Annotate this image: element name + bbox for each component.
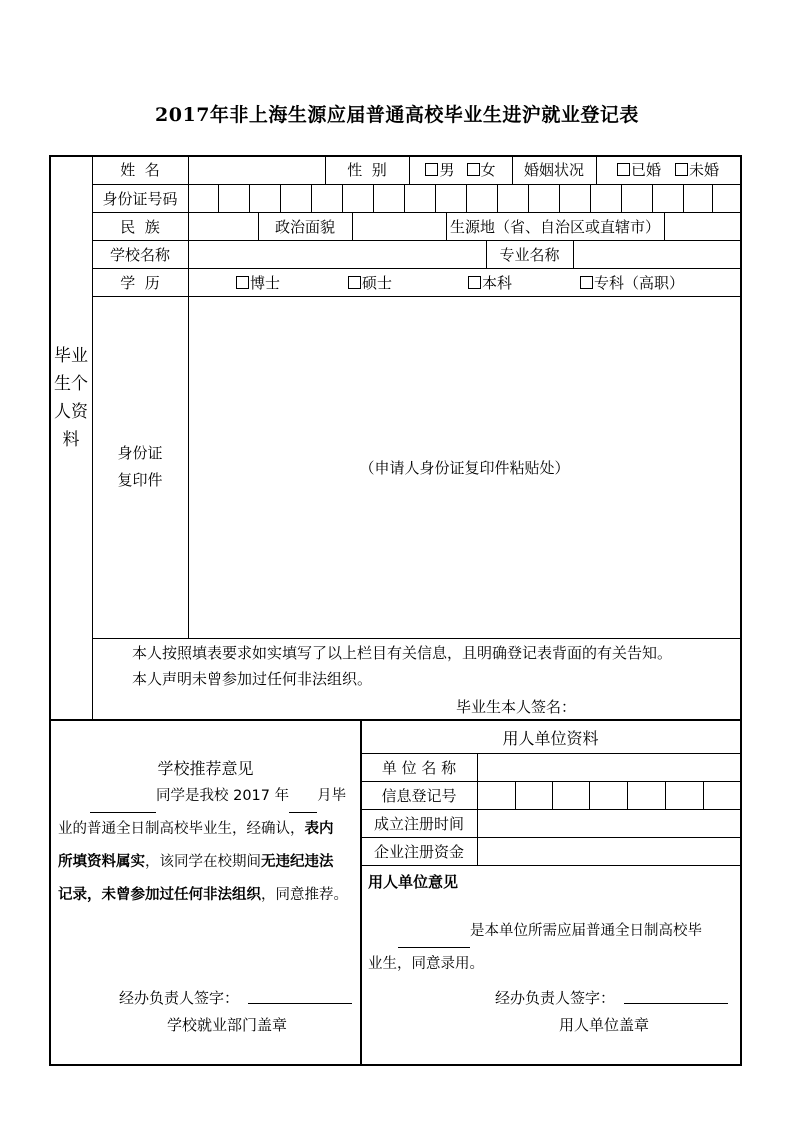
employer-opinion-heading: 用人单位意见	[368, 873, 459, 891]
section-personal-label: 毕业生个人资料	[54, 346, 88, 450]
school-opinion-heading: 学校推荐意见	[157, 759, 254, 778]
employer-heading: 用人单位资料	[502, 728, 599, 748]
id-copy-label-line1: 身份证	[117, 444, 163, 462]
school-opinion-p1a: 同学是我校 2017 年	[156, 788, 290, 804]
gender-options	[409, 155, 512, 184]
unit-name-label: 单 位 名 称	[381, 758, 457, 777]
school-opinion-p4b: ，同意推荐。	[261, 887, 348, 903]
employer-opinion-text1: 是本单位所需应届普通全日制高校毕	[470, 923, 702, 939]
school-opinion-text	[58, 780, 358, 912]
major-field[interactable]	[574, 241, 740, 268]
school-opinion-line2	[58, 813, 358, 846]
origin-field[interactable]	[665, 213, 740, 240]
school-opinion-p1b: 月毕	[317, 788, 347, 804]
unmarried-label: 未婚	[689, 161, 720, 179]
id-number-label: 身份证号码	[102, 189, 178, 208]
graduate-signature-field[interactable]	[576, 692, 736, 716]
id-copy-paste-area[interactable]	[189, 297, 740, 638]
name-label: 姓 名	[120, 161, 160, 179]
female-label: 女	[480, 161, 496, 179]
school-opinion-p2b: 表内	[304, 821, 334, 837]
school-signer-field[interactable]	[248, 990, 352, 1004]
employer-opinion-text	[368, 915, 738, 981]
id-copy-hint: （申请人身份证复印件粘贴处）	[359, 459, 570, 477]
school-opinion-p3c: 无违纪违法	[261, 854, 334, 870]
employer-opinion-line1	[368, 915, 738, 948]
student-name-blank[interactable]	[90, 798, 156, 813]
month-blank[interactable]	[289, 798, 317, 813]
school-field[interactable]	[189, 241, 485, 268]
education-label: 学 历	[120, 273, 160, 292]
capital-label: 企业注册资金	[373, 842, 464, 861]
unmarried-checkbox[interactable]	[675, 163, 688, 176]
employer-stamp-label: 用人单位盖章	[559, 1016, 650, 1034]
employer-signer-field[interactable]	[624, 990, 728, 1004]
reg-time-field[interactable]	[478, 810, 740, 837]
option-master	[348, 268, 408, 296]
ethnicity-label: 民 族	[120, 217, 160, 236]
capital-field[interactable]	[478, 838, 740, 865]
origin-label: 生源地（省、自治区或直辖市）	[449, 217, 660, 236]
id-number-field[interactable]	[189, 185, 740, 212]
bachelor-label: 本科	[482, 273, 513, 292]
major-label: 专业名称	[499, 245, 560, 264]
master-checkbox[interactable]	[348, 276, 361, 289]
option-college	[580, 268, 700, 296]
employee-name-blank[interactable]	[398, 933, 470, 948]
married-label: 已婚	[630, 161, 661, 179]
school-opinion-line1	[58, 780, 358, 813]
id-copy-label	[92, 440, 188, 494]
id-copy-label-line2: 复印件	[117, 471, 163, 489]
doctor-checkbox[interactable]	[236, 276, 249, 289]
male-label: 男	[439, 161, 455, 179]
male-checkbox[interactable]	[425, 163, 438, 176]
reg-time-label: 成立注册时间	[373, 814, 464, 833]
school-opinion-p3b: ，该同学在校期间	[145, 854, 261, 870]
married-checkbox[interactable]	[617, 163, 630, 176]
school-stamp-label: 学校就业部门盖章	[167, 1016, 288, 1034]
employer-signer-label: 经办负责人签字：	[495, 989, 616, 1007]
declaration-line2: 本人声明未曾参加过任何非法组织。	[132, 670, 373, 688]
graduate-signature-label: 毕业生本人签名：	[456, 698, 577, 716]
marital-label: 婚姻状况	[523, 161, 584, 179]
school-opinion-p3a: 所填资料属实	[58, 854, 145, 870]
college-checkbox[interactable]	[580, 276, 593, 289]
reg-no-label: 信息登记号	[381, 786, 457, 805]
school-signer-label: 经办负责人签字：	[119, 989, 240, 1007]
school-opinion-p4a: 记录，未曾参加过任何非法组织	[58, 887, 261, 903]
ethnicity-field[interactable]	[189, 213, 257, 240]
college-label: 专科（高职）	[594, 273, 685, 292]
female-checkbox[interactable]	[467, 163, 480, 176]
school-opinion-line3	[58, 846, 358, 879]
form-title: 2017年非上海生源应届普通高校毕业生进沪就业登记表	[155, 104, 639, 126]
name-field[interactable]	[189, 156, 324, 183]
option-bachelor	[468, 268, 528, 296]
doctor-label: 博士	[250, 273, 281, 292]
master-label: 硕士	[362, 273, 393, 292]
gender-label: 性 别	[347, 161, 387, 179]
school-opinion-p2a: 业的普通全日制高校毕业生，经确认，	[58, 821, 305, 837]
political-label: 政治面貌	[274, 217, 335, 236]
employer-opinion-line2: 业生，同意录用。	[368, 956, 484, 972]
school-opinion-line4	[58, 879, 358, 912]
declaration-line1: 本人按照填表要求如实填写了以上栏目有关信息，且明确登记表背面的有关告知。	[132, 644, 673, 662]
reg-no-field[interactable]	[478, 782, 740, 809]
political-field[interactable]	[353, 213, 445, 240]
bachelor-checkbox[interactable]	[468, 276, 481, 289]
school-label: 学校名称	[109, 245, 170, 264]
option-doctor	[236, 268, 296, 296]
unit-name-field[interactable]	[478, 754, 740, 781]
marital-options	[596, 155, 740, 184]
